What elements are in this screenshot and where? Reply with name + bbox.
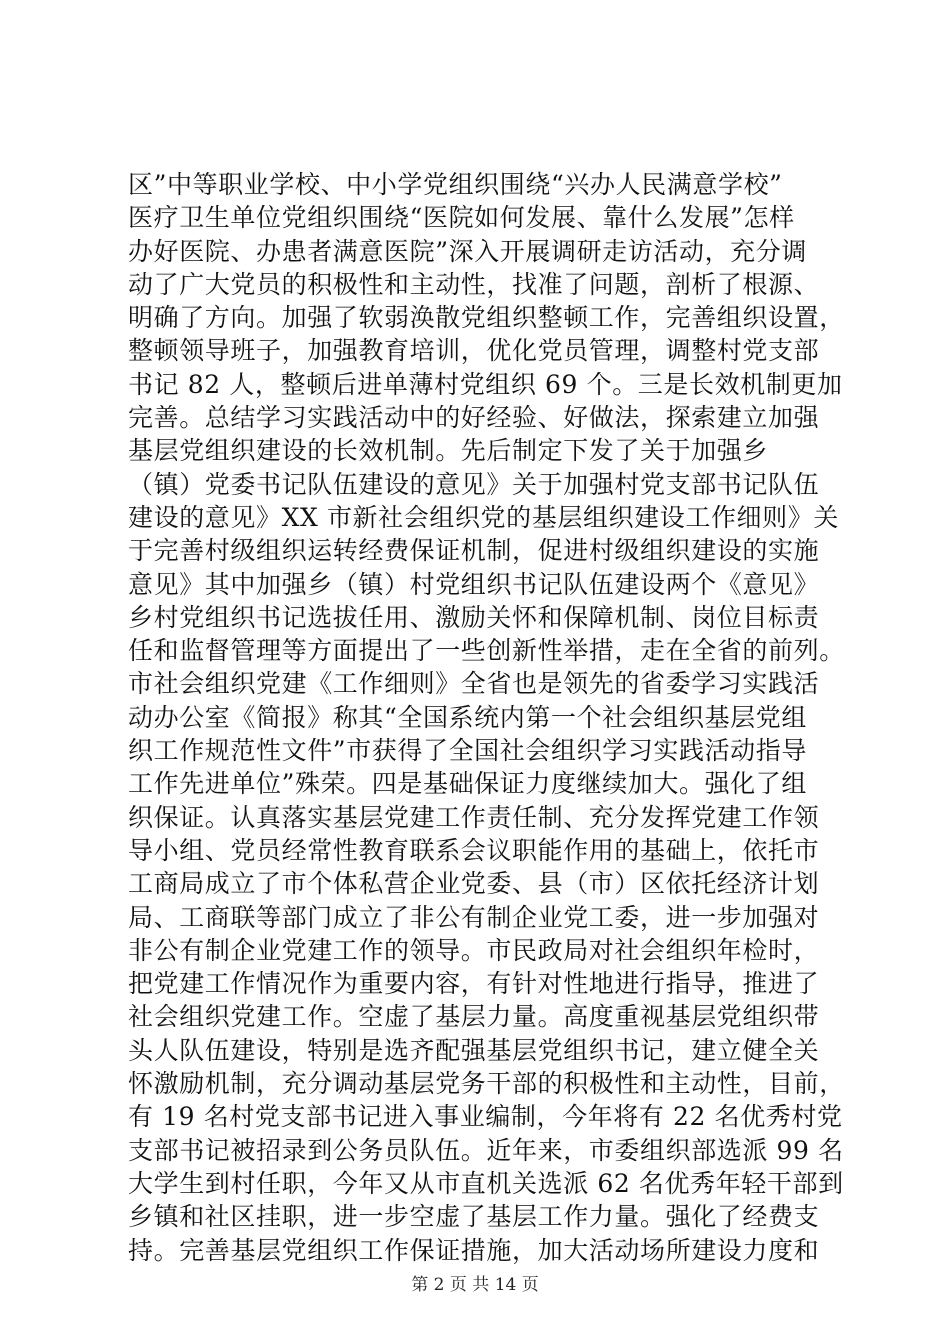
- text-line: 织工作规范性文件”市获得了全国社会组织学习实践活动指导: [128, 736, 807, 766]
- text-line: 乡村党组织书记选拔任用、激励关怀和保障机制、岗位目标责: [128, 602, 820, 632]
- text-line: 局、工商联等部门成立了非公有制企业党工委，进一步加强对: [128, 902, 820, 932]
- text-line: 明确了方向。加强了软弱涣散党组织整顿工作，完善组织设置，: [128, 303, 845, 333]
- text-line: 办好医院、办患者满意医院”深入开展调研走访活动，充分调: [128, 236, 807, 266]
- text-line: 意见》其中加强乡（镇）村党组织书记队伍建设两个《意见》: [128, 569, 820, 599]
- text-line: 完善。总结学习实践活动中的好经验、好做法，探索建立加强: [128, 403, 820, 433]
- text-line: 社会组织党建工作。空虚了基层力量。高度重视基层党组织带: [128, 1002, 820, 1032]
- text-line: 动办公室《简报》称其“全国系统内第一个社会组织基层党组: [128, 702, 807, 732]
- text-line: 把党建工作情况作为重要内容，有针对性地进行指导，推进了: [128, 969, 820, 999]
- text-line: 任和监督管理等方面提出了一些创新性举措，走在全省的前列。: [128, 636, 845, 666]
- text-line: 持。完善基层党组织工作保证措施，加大活动场所建设力度和: [128, 1235, 820, 1265]
- text-line: 整顿领导班子，加强教育培训，优化党员管理，调整村党支部: [128, 336, 820, 366]
- text-line: 建设的意见》XX 市新社会组织党的基层组织建设工作细则》关: [128, 502, 839, 532]
- text-line: 基层党组织建设的长效机制。先后制定下发了关于加强乡: [128, 436, 769, 466]
- text-line: 市社会组织党建《工作细则》全省也是领先的省委学习实践活: [128, 669, 820, 699]
- text-line: 工作先进单位”殊荣。四是基础保证力度继续加大。强化了组: [128, 769, 807, 799]
- text-line: 区”中等职业学校、中小学党组织围绕“兴办人民满意学校”: [128, 170, 783, 199]
- text-line: 乡镇和社区挂职，进一步空虚了基层工作力量。强化了经费支: [128, 1202, 820, 1232]
- page-footer: 第 2 页 共 14 页: [411, 1275, 539, 1295]
- text-line: 头人队伍建设，特别是选齐配强基层党组织书记，建立健全关: [128, 1035, 820, 1065]
- text-line: 支部书记被招录到公务员队伍。近年来，市委组织部选派 99 名: [128, 1135, 844, 1165]
- text-line: 书记 82 人，整顿后进单薄村党组织 69 个。三是长效机制更加: [128, 369, 843, 399]
- text-line: 医疗卫生单位党组织围绕“医院如何发展、靠什么发展”怎样: [128, 203, 795, 233]
- text-line: 非公有制企业党建工作的领导。市民政局对社会组织年检时，: [128, 935, 820, 965]
- text-line: 怀激励机制，充分调动基层党务干部的积极性和主动性，目前，: [128, 1069, 845, 1099]
- text-line: 有 19 名村党支部书记进入事业编制，今年将有 22 名优秀村党: [128, 1102, 843, 1132]
- text-line: 导小组、党员经常性教育联系会议职能作用的基础上，依托市: [128, 835, 820, 865]
- body-text: [128, 168, 848, 1267]
- text-line: 织保证。认真落实基层党建工作责任制、充分发挥党建工作领: [128, 802, 820, 832]
- text-line: 工商局成立了市个体私营企业党委、县（市）区依托经济计划: [128, 869, 820, 899]
- text-line: 于完善村级组织运转经费保证机制，促进村级组织建设的实施: [128, 536, 820, 566]
- text-line: （镇）党委书记队伍建设的意见》关于加强村党支部书记队伍: [128, 469, 820, 499]
- text-line: 动了广大党员的积极性和主动性，找准了问题，剖析了根源、: [128, 269, 820, 299]
- text-line: 大学生到村任职，今年又从市直机关选派 62 名优秀年轻干部到: [128, 1168, 844, 1198]
